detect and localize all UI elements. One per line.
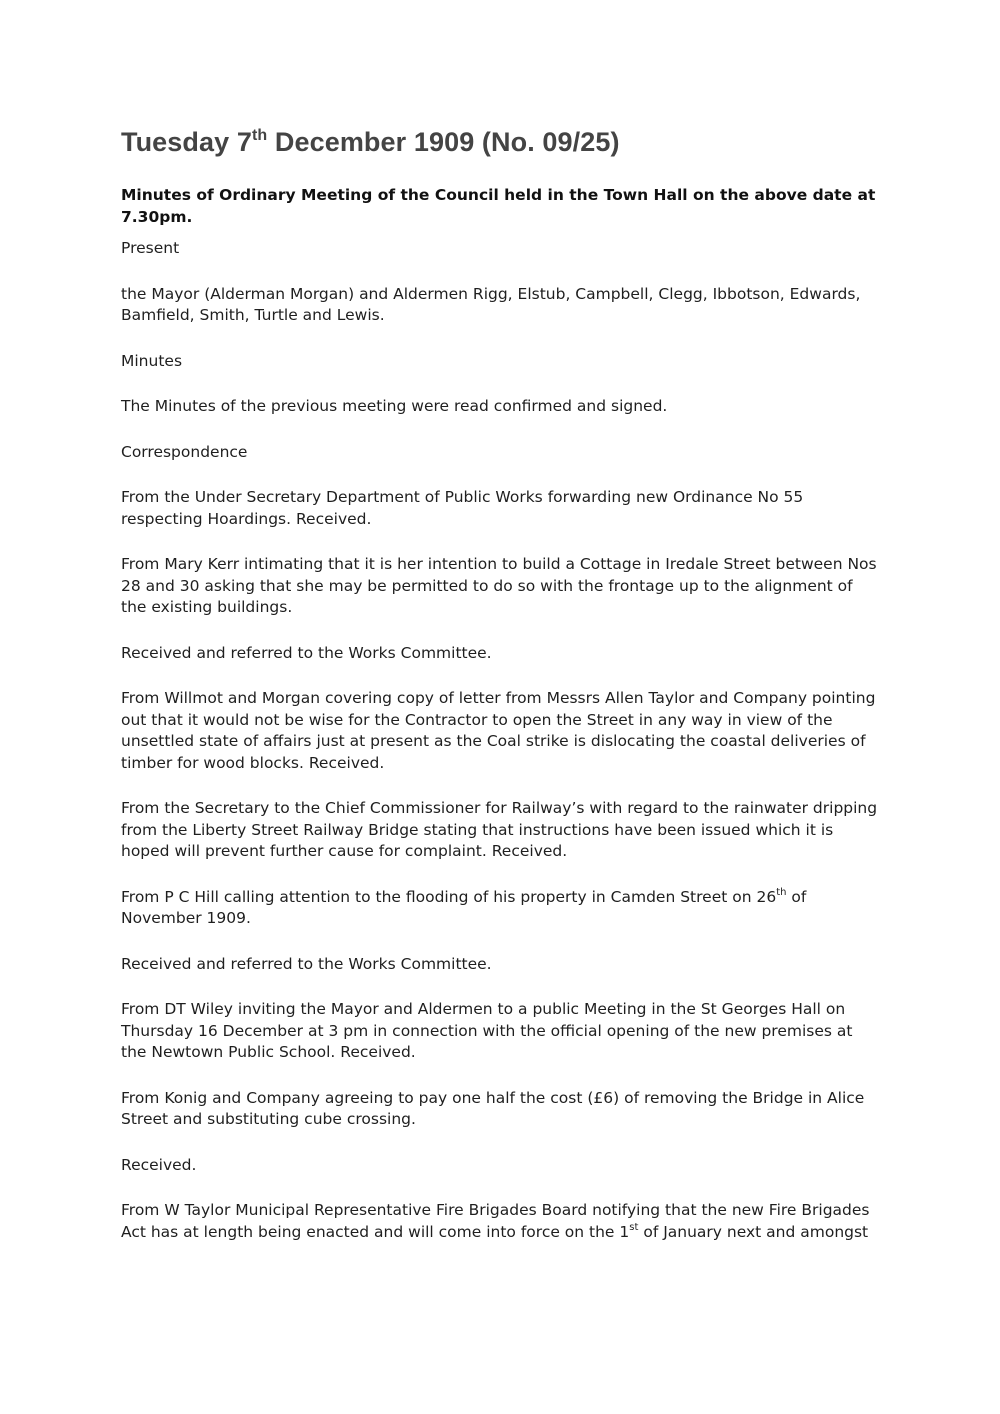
correspondence-item: From Mary Kerr intimating that it is her intention to build a Cottage in Iredale Street between Nos 28 and 30 asking that she may be permitted to do so with the frontage up to the alignment of the existing buildings. [121, 555, 877, 616]
correspondence-heading: Correspondence [121, 442, 248, 461]
correspondence-item: Received and referred to the Works Committee. [121, 643, 492, 662]
correspondence-item: From the Under Secretary Department of Public Works forwarding new Ordinance No 55 respecting Hoardings. Received. [121, 488, 804, 528]
title-ordinal: th [251, 127, 268, 144]
present-text: the Mayor (Alderman Morgan) and Aldermen Rigg, Elstub, Campbell, Clegg, Ibbotson, Edwards, Bamfield, Smith, Turtle and Lewis. [121, 284, 861, 324]
correspondence-item: From P C Hill calling attention to the flooding of his property in Camden Street on 26th of November 1909. [121, 886, 807, 927]
minutes-text: The Minutes of the previous meeting were read confirmed and signed. [121, 397, 668, 415]
correspondence-item: From W Taylor Municipal Representative Fire Brigades Board notifying that the new Fire Brigades Act has at length being enacted and will come into force on the 1st of January next and amongst [121, 1201, 870, 1241]
document-page [121, 122, 881, 1267]
correspondence-item: From Konig and Company agreeing to pay one half the cost (£6) of removing the Bridge in Alice Street and substituting cube crossing. [121, 1088, 865, 1128]
correspondence-item: Received. [121, 1155, 197, 1174]
meeting-subtitle: Minutes of Ordinary Meeting of the Council held in the Town Hall on the above date at 7.30pm. [121, 186, 876, 226]
correspondence-item: Received and referred to the Works Committee. [121, 954, 492, 973]
minutes-heading: Minutes [121, 351, 183, 370]
correspondence-item: From Willmot and Morgan covering copy of letter from Messrs Allen Taylor and Company pointing out that it would not be wise for the Contractor to open the Street in any way in view of the unsettled state of affairs just at present as the Coal strike is dislocating the coastal deliveries of timber for wood blocks. Received. [121, 689, 876, 772]
page-title: Tuesday 7th December 1909 (No. 09/25) [121, 127, 620, 157]
correspondence-item: From DT Wiley inviting the Mayor and Aldermen to a public Meeting in the St Georges Hall on Thursday 16 December at 3 pm in connection with the official opening of the new premises at the Newtown Public School. Received. [121, 1000, 853, 1061]
present-heading: Present [121, 239, 180, 257]
correspondence-item: From the Secretary to the Chief Commissioner for Railway’s with regard to the rainwater dripping from the Liberty Street Railway Bridge stating that instructions have been issued which it is hoped will prevent further cause for complaint. Received. [121, 799, 878, 860]
